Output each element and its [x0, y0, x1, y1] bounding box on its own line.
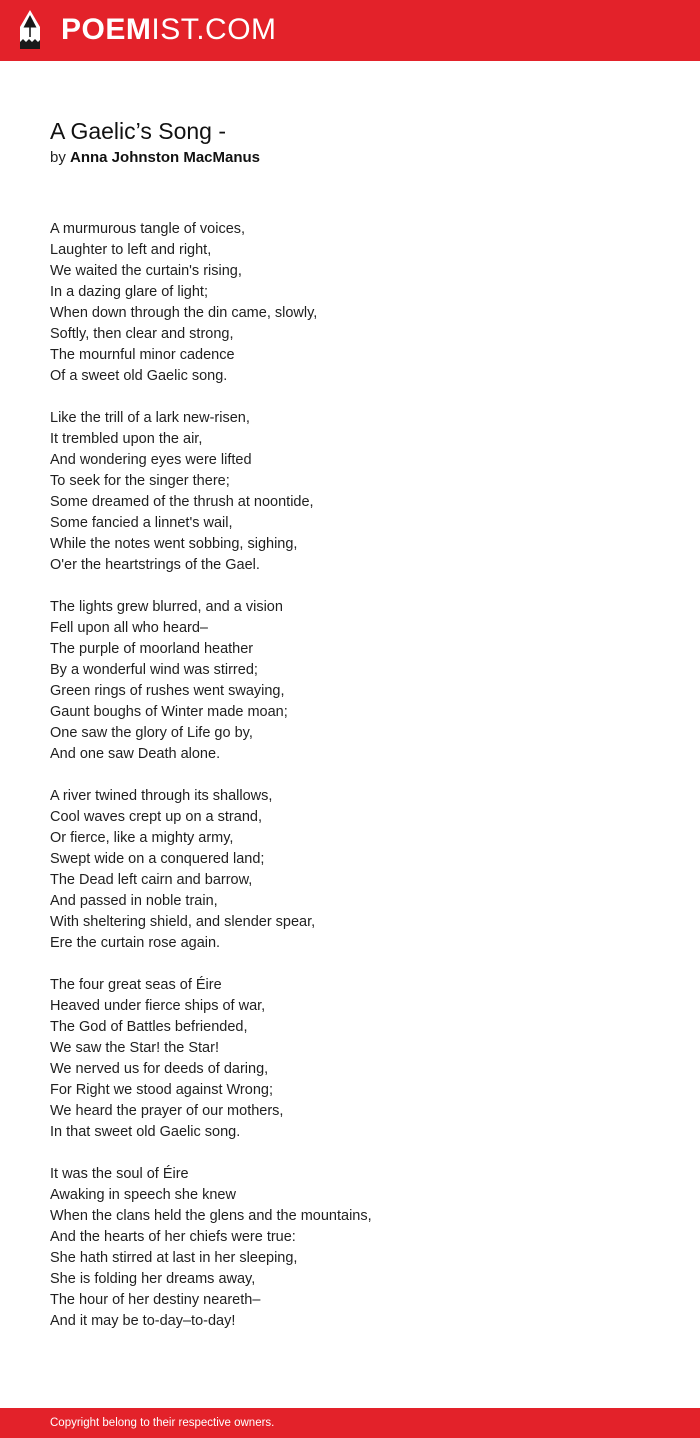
poem-author: Anna Johnston MacManus	[70, 149, 261, 166]
poem-line: Awaking in speech she knew	[50, 1187, 236, 1203]
poem-line: When the clans held the glens and the mountains,	[50, 1208, 372, 1224]
poem-body	[50, 219, 650, 1332]
poem-line: The hour of her destiny neareth–	[50, 1292, 261, 1308]
poem-line: We waited the curtain's rising,	[50, 263, 242, 279]
poem-line: And the hearts of her chiefs were true:	[50, 1229, 296, 1245]
poem-line: When down through the din came, slowly,	[50, 305, 318, 321]
stanza	[50, 219, 650, 387]
stanza	[50, 597, 650, 765]
stanza	[50, 975, 650, 1143]
poem-line: She is folding her dreams away,	[50, 1271, 256, 1287]
poem-line: And one saw Death alone.	[50, 746, 221, 762]
poem-line: Heaved under fierce ships of war,	[50, 998, 266, 1014]
poem-line: She hath stirred at last in her sleeping,	[50, 1250, 298, 1266]
poem-line: And passed in noble train,	[50, 893, 218, 909]
poem-line: The God of Battles befriended,	[50, 1019, 248, 1035]
poem-line: We nerved us for deeds of daring,	[50, 1061, 269, 1077]
poem-line: Or fierce, like a mighty army,	[50, 830, 234, 846]
poem-line: Cool waves crept up on a strand,	[50, 809, 262, 825]
poem-line: And it may be to-day–to-day!	[50, 1313, 236, 1329]
poem-line: With sheltering shield, and slender spear,	[50, 914, 316, 930]
logo-text-bold: POEM	[61, 13, 152, 46]
poem-line: The mournful minor cadence	[50, 347, 235, 363]
poem-line: Gaunt boughs of Winter made moan;	[50, 704, 288, 720]
poem-line: For Right we stood against Wrong;	[50, 1082, 273, 1098]
site-logo-text	[61, 9, 277, 51]
poem-line: Laughter to left and right,	[50, 242, 212, 258]
poem-line: While the notes went sobbing, sighing,	[50, 536, 298, 552]
stanza	[50, 1164, 650, 1332]
poem-line: The Dead left cairn and barrow,	[50, 872, 253, 888]
poem-line: Softly, then clear and strong,	[50, 326, 234, 342]
poem-line: By a wonderful wind was stirred;	[50, 662, 258, 678]
by-label: by	[50, 149, 66, 166]
poem-line: In that sweet old Gaelic song.	[50, 1124, 241, 1140]
poem-line: It was the soul of Éire	[50, 1166, 189, 1182]
poem-content	[50, 115, 650, 1353]
logo-text-light: IST.COM	[151, 13, 277, 46]
poem-line: Like the trill of a lark new-risen,	[50, 410, 250, 426]
site-logo-link[interactable]	[17, 9, 277, 51]
stanza	[50, 786, 650, 954]
poem-line: One saw the glory of Life go by,	[50, 725, 253, 741]
copyright-notice: Copyright belong to their respective owners.	[50, 1417, 275, 1429]
poem-line: Swept wide on a conquered land;	[50, 851, 265, 867]
poem-line: Some dreamed of the thrush at noontide,	[50, 494, 314, 510]
poem-line: Fell upon all who heard–	[50, 620, 208, 636]
poem-byline	[50, 147, 650, 169]
poem-line: And wondering eyes were lifted	[50, 452, 252, 468]
poem-line: The purple of moorland heather	[50, 641, 254, 657]
stanza	[50, 408, 650, 576]
pen-nib-icon	[17, 9, 43, 51]
poem-line: The lights grew blurred, and a vision	[50, 599, 283, 615]
poem-line: To seek for the singer there;	[50, 473, 230, 489]
poem-line: Ere the curtain rose again.	[50, 935, 221, 951]
poem-line: A murmurous tangle of voices,	[50, 221, 246, 237]
poem-line: We heard the prayer of our mothers,	[50, 1103, 284, 1119]
poem-line: O'er the heartstrings of the Gael.	[50, 557, 260, 573]
poem-line: We saw the Star! the Star!	[50, 1040, 219, 1056]
top-bar	[0, 0, 700, 61]
poem-line: A river twined through its shallows,	[50, 788, 273, 804]
poem-line: Of a sweet old Gaelic song.	[50, 368, 228, 384]
poem-title: A Gaelic’s Song -	[50, 118, 227, 144]
poem-line: Green rings of rushes went swaying,	[50, 683, 285, 699]
poem-line: It trembled upon the air,	[50, 431, 203, 447]
poem-line: Some fancied a linnet's wail,	[50, 515, 233, 531]
footer-bar	[0, 1408, 700, 1438]
poem-line: In a dazing glare of light;	[50, 284, 208, 300]
poem-line: The four great seas of Éire	[50, 977, 222, 993]
